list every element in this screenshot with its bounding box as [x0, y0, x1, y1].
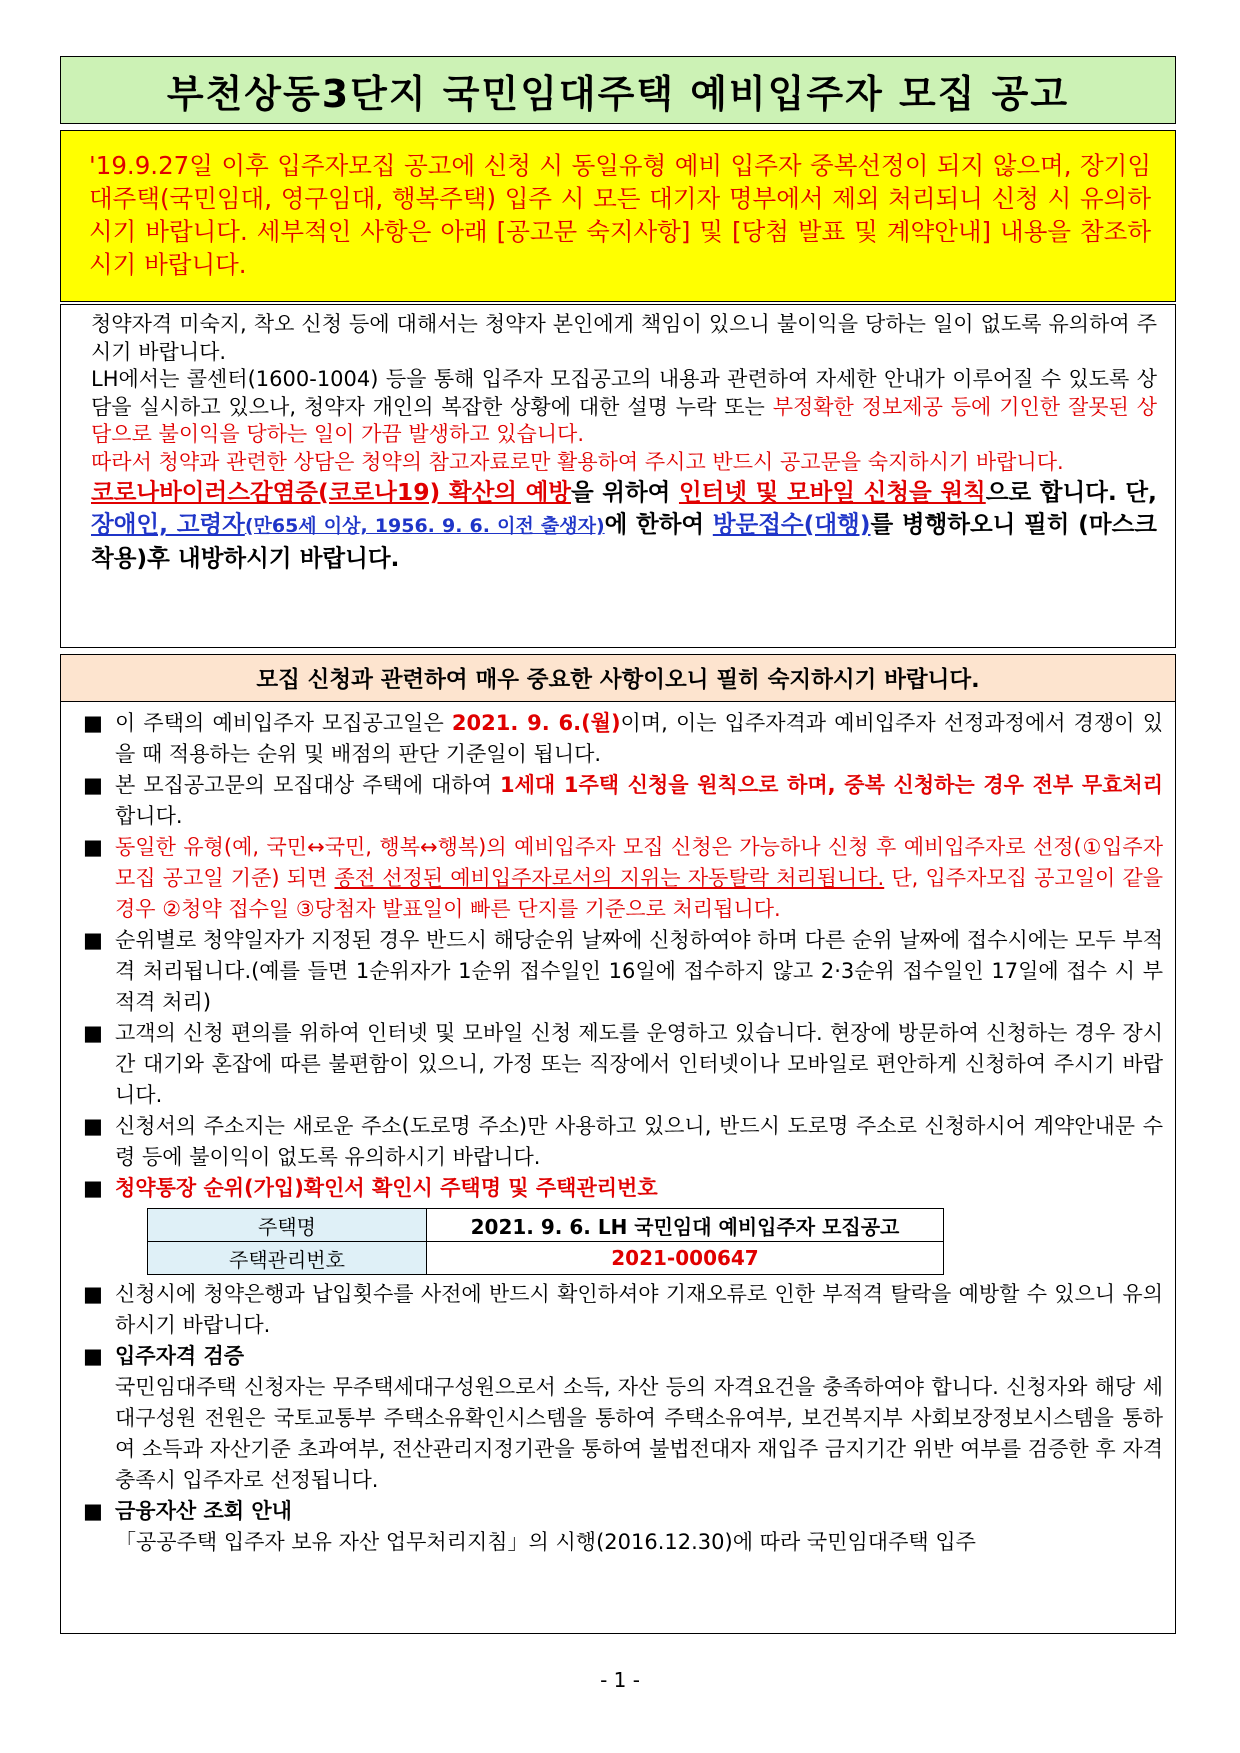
age-condition: (만65세 이상, 1956. 9. 6. 이전 출생자) [244, 515, 605, 537]
item-heading: 금융자산 조회 안내 [115, 1499, 292, 1523]
square-bullet-icon: ■ [83, 835, 103, 859]
square-bullet-icon: ■ [83, 1344, 103, 1368]
notice-p2-highlight: 부정확한 정보제공 등에 기인한 잘못된 상담으로 불이익을 당하는 일이 가끔 발생하고 있습니다. [91, 394, 1157, 446]
item-text: 합니다. [115, 804, 183, 828]
eligibility-text: 국민임대주택 신청자는 무주택세대구성원으로서 소득, 자산 등의 자격요건을 충족하여야 합니다. 신청자와 해당 세대구성원 전원은 국토교통부 주택소유확인시스템을 통하여 주택소유여부, 보건복지부 사회보장정보시스템을 통하여 소득과 자산기준 초과여부, 전산관리지정기관을 통하여 불법전대자 재입주 금지기간 위반 여부를 검증한 후 자격 충족시 입주자로 선정됩니다. [115, 1375, 1163, 1492]
list-item [83, 925, 1163, 1018]
table-value-cell: 2021. 9. 6. LH 국민임대 예비입주자 모집공고 [427, 1209, 944, 1242]
square-bullet-icon: ■ [83, 1114, 103, 1138]
list-item [83, 1341, 1163, 1372]
list-item [83, 708, 1163, 770]
item-text: 고객의 신청 편의를 위하여 인터넷 및 모바일 신청 제도를 운영하고 있습니다. 현장에 방문하여 신청하는 경우 장시간 대기와 혼잡에 따른 불편함이 있으니, 가정 또는 직장에서 인터넷이나 모바일로 편안하게 신청하여 주시기 바랍니다. [115, 1021, 1163, 1107]
warning-box [60, 130, 1176, 302]
online-principle: 인터넷 및 모바일 신청을 원칙 [678, 478, 986, 506]
duplicate-rule: 1세대 1주택 신청을 원칙으로 하며, 중복 신청하는 경우 전부 무효처리 [500, 773, 1163, 797]
title-box [60, 56, 1176, 124]
square-bullet-icon: ■ [83, 711, 103, 735]
square-bullet-icon: ■ [83, 1021, 103, 1045]
list-item [83, 1279, 1163, 1341]
item-text: 이며, 이는 입주자격과 예비입주자 선정과정에서 경쟁이 있을 때 적용하는 순위 및 배점의 판단 기준일이 됩니다. [115, 711, 1163, 766]
list-item [83, 1018, 1163, 1111]
square-bullet-icon: ■ [83, 928, 103, 952]
covid-prevention: 코로나바이러스감염증(코로나19) 확산의 예방 [91, 478, 571, 506]
notice-paragraph-2 [91, 366, 1157, 449]
disabled-elderly: 장애인, 고령자 [91, 510, 245, 538]
auto-drop-rule: 종전 선정된 예비입주자로서의 지위는 자동탈락 처리됩니다. [334, 866, 885, 890]
item-text: 청약통장 순위(가입)확인서 확인시 주택명 및 주택관리번호 [115, 1176, 658, 1200]
list-item [83, 1111, 1163, 1173]
important-header: 모집 신청과 관련하여 매우 중요한 사항이오니 필히 숙지하시기 바랍니다. [256, 667, 980, 693]
warning-text: '19.9.27일 이후 입주자모집 공고에 신청 시 동일유형 예비 입주자 중복선정이 되지 않으며, 장기임대주택(국민임대, 영구임대, 행복주택) 입주 시 모든 대기자 명부에서 제외 처리되니 신청 시 유의하시기 바랍니다. 세부적인 사항은 아래 [공고문 숙지사항] 및 [당첨 발표 및 계약안내] 내용을 참조하시기 바랍니다. [89, 151, 1151, 279]
list-item [83, 770, 1163, 832]
list-item [83, 1496, 1163, 1527]
important-header-box [60, 654, 1176, 702]
square-bullet-icon: ■ [83, 1176, 103, 1200]
table-header-cell: 주택명 [148, 1209, 427, 1242]
announcement-date: 2021. 9. 6.(월) [451, 711, 621, 735]
notice-box [60, 304, 1176, 648]
covid-text-d: 를 병행하오니 필히 (마스크 착용)후 내방하시기 바랍니다. [91, 510, 1157, 572]
covid-text-a: 을 위하여 [570, 478, 679, 506]
item-text: 신청서의 주소지는 새로운 주소(도로명 주소)만 사용하고 있으니, 반드시 도로명 주소로 신청하시어 계약안내문 수령 등에 불이익이 없도록 유의하시기 바랍니다. [115, 1114, 1163, 1169]
item-text: 이 주택의 예비입주자 모집공고일은 [115, 711, 452, 735]
page-number: - 1 - [600, 1668, 640, 1692]
visit-reception: 방문접수(대행) [712, 510, 871, 538]
item-heading: 입주자격 검증 [115, 1344, 245, 1368]
table-row [148, 1209, 944, 1242]
table-header-cell: 주택관리번호 [148, 1242, 427, 1275]
page-title: 부천상동3단지 국민임대주택 예비입주자 모집 공고 [166, 71, 1070, 116]
item-text: 동일한 유형(예, 국민↔국민, 행복↔행복)의 예비입주자 모집 신청은 가능하나 신청 후 예비입주자로 선정(①입주자모집 공고일 기준) 되면 [115, 835, 1163, 890]
item-text: 단, 입주자모집 공고일이 같을 경우 ②청약 접수일 ③당첨자 발표일이 빠른 단지를 기준으로 처리됩니다. [115, 866, 1164, 921]
table-row [148, 1242, 944, 1275]
notice-p2-text: LH에서는 콜센터(1600-1004) 등을 통해 입주자 모집공고의 내용과 관련하여 자세한 안내가 이루어질 수 있도록 상담을 실시하고 있으나, 청약자 개인의 복잡한 상황에 대한 설명 누락 또는 [91, 367, 1157, 419]
list-item [83, 832, 1163, 925]
item-text: 본 모집공고문의 모집대상 주택에 대하여 [115, 773, 501, 797]
notice-paragraph-1: 청약자격 미숙지, 착오 신청 등에 대해서는 청약자 본인에게 책임이 있으니 불이익을 당하는 일이 없도록 유의하여 주시기 바랍니다. [91, 312, 1157, 364]
list-item [83, 1173, 1163, 1204]
table-value-cell: 2021-000647 [427, 1242, 944, 1275]
covid-text-b: 으로 합니다. 단, [985, 478, 1157, 506]
item-text: 신청시에 청약은행과 납입횟수를 사전에 반드시 확인하셔야 기재오류로 인한 부적격 탈락을 예방할 수 있으니 유의하시기 바랍니다. [115, 1282, 1163, 1337]
covid-text-c: 에 한하여 [604, 510, 713, 538]
covid-notice [91, 476, 1157, 574]
notice-paragraph-3: 따라서 청약과 관련한 상담은 청약의 참고자료로만 활용하여 주시고 반드시 공고문을 숙지하시기 바랍니다. [91, 449, 1064, 474]
financial-asset-text: 「공공주택 입주자 보유 자산 업무처리지침」의 시행(2016.12.30)에 따라 국민임대주택 입주 [115, 1530, 976, 1554]
housing-info-table [147, 1208, 944, 1275]
item-text: 순위별로 청약일자가 지정된 경우 반드시 해당순위 날짜에 신청하여야 하며 다른 순위 날짜에 접수시에는 모두 부적격 처리됩니다.(예를 들면 1순위자가 1순위 접수일인 16일에 접수하지 않고 2·3순위 접수일인 17일에 접수 시 부적격 처리) [115, 928, 1163, 1014]
square-bullet-icon: ■ [83, 773, 103, 797]
square-bullet-icon: ■ [83, 1282, 103, 1306]
main-items-box [60, 702, 1176, 1634]
square-bullet-icon: ■ [83, 1499, 103, 1523]
